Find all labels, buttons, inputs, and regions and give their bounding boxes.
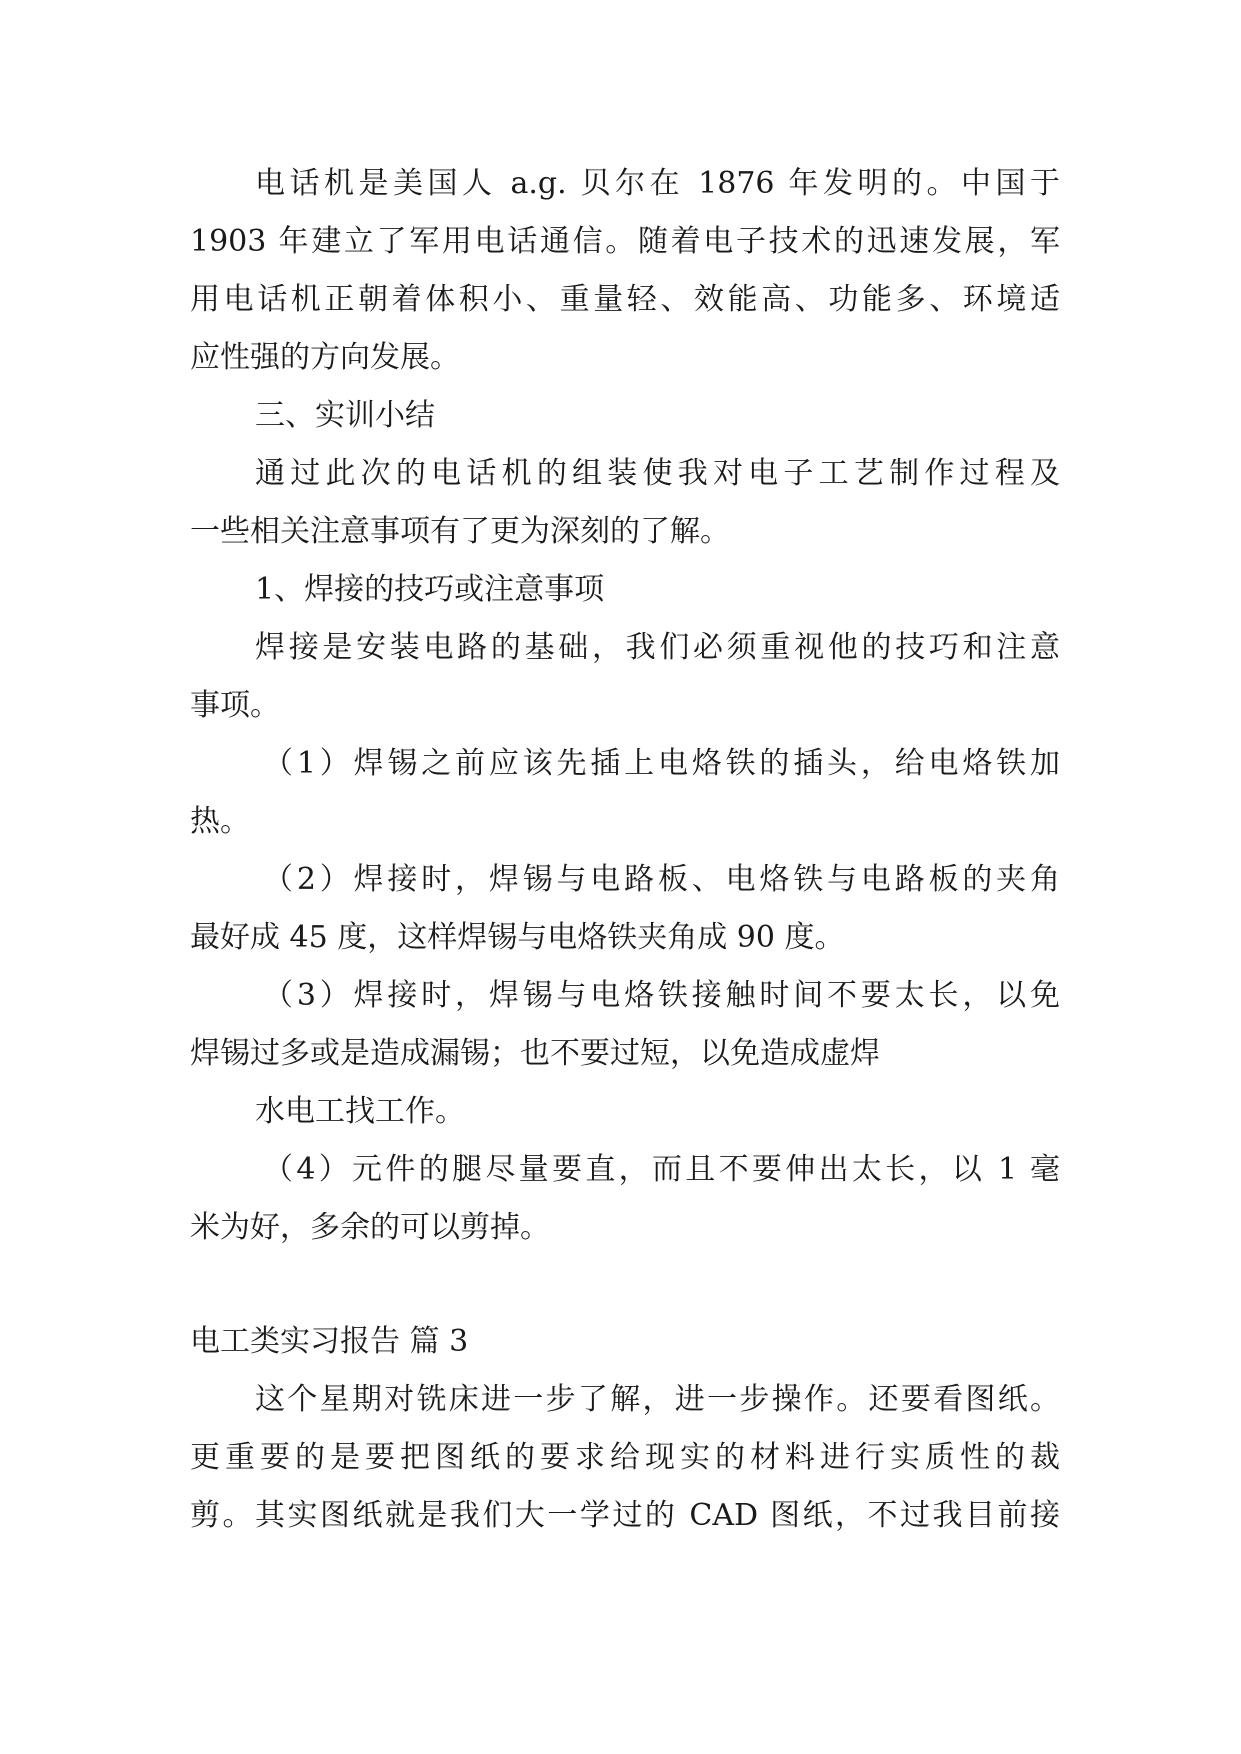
paragraph-line: 水电工找工作。 <box>255 1094 465 1129</box>
paragraph-line: 用电话机正朝着体积小、重量轻、效能高、功能多、环境适 <box>190 282 1060 317</box>
paragraph-line: 事项。 <box>190 688 280 723</box>
list-item-line: 焊锡过多或是造成漏锡；也不要过短，以免造成虚焊 <box>190 1036 880 1071</box>
paragraph-line: 应性强的方向发展。 <box>190 340 460 375</box>
paragraph-line: 这个星期对铣床进一步了解，进一步操作。还要看图纸。 <box>255 1382 1060 1417</box>
paragraph-line: 一些相关注意事项有了更为深刻的了解。 <box>190 514 730 549</box>
paragraph-line: 通过此次的电话机的组装使我对电子工艺制作过程及 <box>255 456 1060 491</box>
subsection-heading: 1、焊接的技巧或注意事项 <box>255 572 605 607</box>
section-heading: 三、实训小结 <box>255 398 435 433</box>
paragraph-line: 焊接是安装电路的基础，我们必须重视他的技巧和注意 <box>255 630 1060 665</box>
paragraph-line: 剪。其实图纸就是我们大一学过的 CAD 图纸，不过我目前接 <box>190 1498 1060 1533</box>
list-item-line: （2）焊接时，焊锡与电路板、电烙铁与电路板的夹角 <box>263 862 1060 897</box>
paragraph-line: 更重要的是要把图纸的要求给现实的材料进行实质性的裁 <box>190 1440 1060 1475</box>
list-item-line: 热。 <box>190 804 250 839</box>
paragraph-line: 电话机是美国人 a.g. 贝尔在 1876 年发明的。中国于 <box>255 166 1060 201</box>
report-title: 电工类实习报告 篇 3 <box>190 1324 469 1359</box>
list-item-line: （3）焊接时，焊锡与电烙铁接触时间不要太长，以免 <box>263 978 1060 1013</box>
list-item-line: （4）元件的腿尽量要直，而且不要伸出太长，以 1 毫 <box>263 1152 1060 1187</box>
list-item-line: 米为好，多余的可以剪掉。 <box>190 1210 550 1245</box>
paragraph-line: 1903 年建立了军用电话通信。随着电子技术的迅速发展，军 <box>190 224 1060 259</box>
list-item-line: （1）焊锡之前应该先插上电烙铁的插头，给电烙铁加 <box>263 746 1060 781</box>
list-item-line: 最好成 45 度，这样焊锡与电烙铁夹角成 90 度。 <box>190 920 845 955</box>
